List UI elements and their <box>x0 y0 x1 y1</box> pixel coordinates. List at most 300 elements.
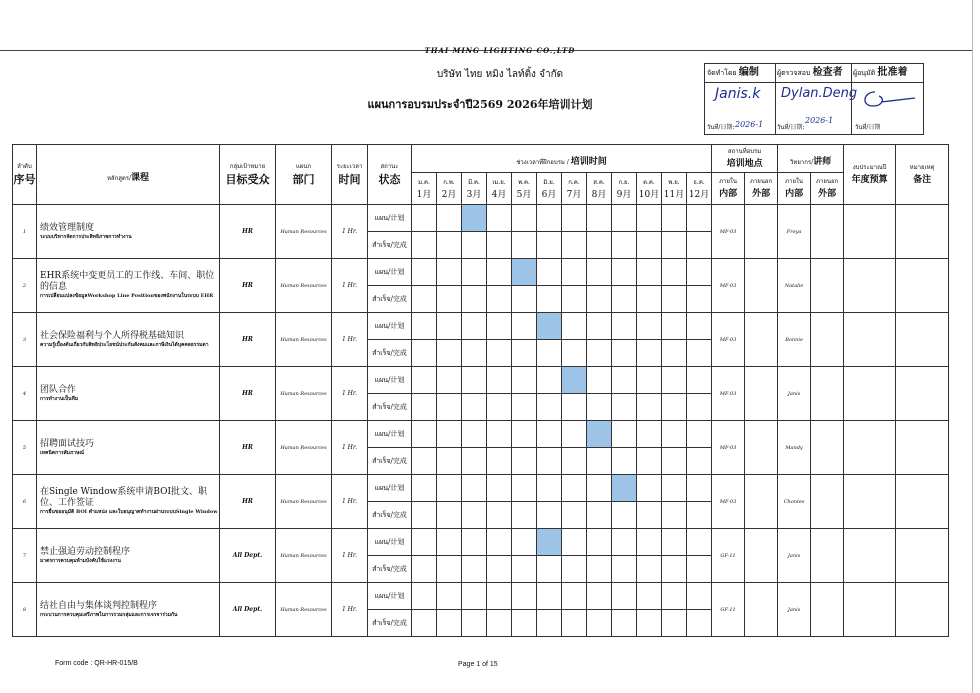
trainer-internal-cell: Janis <box>778 367 811 421</box>
trainer-external-cell <box>811 313 844 367</box>
target-cell: HR <box>220 259 276 313</box>
month-plan-cell <box>612 421 637 448</box>
month-done-cell <box>637 502 662 529</box>
month-done-cell <box>687 448 712 475</box>
month-plan-cell <box>687 205 712 232</box>
month-plan-cell <box>562 259 587 286</box>
status-plan: แผน/计划 <box>368 205 412 232</box>
status-plan: แผน/计划 <box>368 259 412 286</box>
month-plan-cell <box>612 205 637 232</box>
month-plan-cell <box>662 259 687 286</box>
month-done-cell <box>462 502 487 529</box>
month-done-cell <box>587 232 612 259</box>
month-plan-cell <box>612 259 637 286</box>
month-plan-cell <box>437 529 462 556</box>
month-plan-cell <box>412 259 437 286</box>
header-trainer: วิทยากร/讲师 <box>778 145 844 173</box>
training-table <box>12 144 949 637</box>
course-cell: 结社自由与集体谈判控制程序 กระบวนการควบคุมเสรีภาพในการรวมกลุ่มและการเจรจาร่วมกัน <box>37 583 220 637</box>
month-header: ธ.ค. 12月 <box>687 173 712 205</box>
plan-title: แผนการอบรมประจำปี2569 2026年培训计划 <box>367 98 593 111</box>
place-external-cell <box>745 421 778 475</box>
month-done-cell <box>487 556 512 583</box>
month-done-cell <box>537 610 562 637</box>
month-plan-cell <box>562 205 587 232</box>
month-plan-cell <box>687 583 712 610</box>
remark-cell <box>896 529 949 583</box>
month-plan-cell <box>437 421 462 448</box>
month-done-cell <box>637 610 662 637</box>
month-plan-cell <box>487 205 512 232</box>
month-done-cell <box>662 502 687 529</box>
table-row <box>13 529 949 556</box>
month-plan-cell <box>437 583 462 610</box>
time-cell: 1 Hr. <box>332 421 368 475</box>
month-plan-cell <box>412 421 437 448</box>
target-cell: HR <box>220 205 276 259</box>
month-done-cell <box>537 556 562 583</box>
row-number: 3 <box>13 313 37 367</box>
month-plan-cell <box>537 421 562 448</box>
month-done-cell <box>612 340 637 367</box>
approved-date-label: วันที่/日期 <box>855 124 881 131</box>
month-plan-cell <box>537 583 562 610</box>
month-done-cell <box>637 556 662 583</box>
month-done-cell <box>537 394 562 421</box>
trainer-external-cell <box>811 421 844 475</box>
month-plan-cell <box>437 367 462 394</box>
month-done-cell <box>612 286 637 313</box>
month-done-cell <box>687 610 712 637</box>
month-done-cell <box>637 340 662 367</box>
month-plan-cell <box>462 583 487 610</box>
month-plan-cell <box>412 583 437 610</box>
budget-cell <box>844 313 896 367</box>
month-done-cell <box>612 448 637 475</box>
place-external-header: ภายนอก 外部 <box>745 173 778 205</box>
budget-cell <box>844 475 896 529</box>
budget-cell <box>844 583 896 637</box>
header-no: ลำดับ 序号 <box>13 145 37 205</box>
month-done-cell <box>537 502 562 529</box>
month-plan-cell <box>687 529 712 556</box>
month-done-cell <box>512 610 537 637</box>
month-plan-cell <box>587 367 612 394</box>
status-done: สำเร็จ/完成 <box>368 448 412 475</box>
course-cell: EHR系统中变更员工的工作线、车间、职位的信息 การเปลี่ยนแปลงข้อมูลWorkshop Line Positionของพนักงานในระบบ EHR <box>37 259 220 313</box>
month-plan-cell <box>512 529 537 556</box>
month-done-cell <box>612 232 637 259</box>
checked-date-label: วันที่/日期: <box>777 124 805 131</box>
month-done-cell <box>612 610 637 637</box>
month-done-cell <box>487 502 512 529</box>
month-plan-cell <box>462 421 487 448</box>
table-row <box>13 475 949 502</box>
place-external-cell <box>745 205 778 259</box>
month-done-cell <box>612 556 637 583</box>
target-cell: HR <box>220 475 276 529</box>
row-number: 8 <box>13 583 37 637</box>
place-external-cell <box>745 259 778 313</box>
time-cell: 1 Hr. <box>332 205 368 259</box>
place-internal-cell: MF-03 <box>712 313 745 367</box>
month-plan-cell <box>587 475 612 502</box>
course-cell: 在Single Window系统申请BOI批文、职位、工作签证 การยื่นขออนุมัติ BOI ตำแหน่ง และใบอนุญาตทำงานผ่านระบบSingle Window <box>37 475 220 529</box>
month-plan-cell <box>412 367 437 394</box>
month-plan-cell <box>487 529 512 556</box>
month-plan-cell <box>662 367 687 394</box>
month-done-cell <box>562 394 587 421</box>
month-done-cell <box>462 448 487 475</box>
month-done-cell <box>612 502 637 529</box>
row-number: 6 <box>13 475 37 529</box>
month-plan-cell <box>637 367 662 394</box>
month-plan-cell <box>612 475 637 502</box>
month-plan-cell <box>412 475 437 502</box>
table-row <box>13 421 949 448</box>
month-done-cell <box>412 340 437 367</box>
month-done-cell <box>412 232 437 259</box>
course-cell: 绩效管理制度 ระบบบริหารจัดการประสิทธิภาพการทำงาน <box>37 205 220 259</box>
month-done-cell <box>537 232 562 259</box>
month-plan-cell <box>412 205 437 232</box>
trainer-internal-cell: Chonlee <box>778 475 811 529</box>
month-header: ต.ค. 10月 <box>637 173 662 205</box>
month-plan-cell <box>512 259 537 286</box>
page-edge <box>972 0 973 693</box>
month-plan-cell <box>562 313 587 340</box>
month-plan-cell <box>487 475 512 502</box>
month-done-cell <box>562 448 587 475</box>
month-plan-cell <box>487 313 512 340</box>
month-done-cell <box>487 394 512 421</box>
month-plan-cell <box>487 583 512 610</box>
remark-cell <box>896 205 949 259</box>
prepared-header: จัดทำโดย 编制 <box>705 64 775 83</box>
month-plan-cell <box>537 529 562 556</box>
month-plan-cell <box>462 529 487 556</box>
header-course: หลักสูตร/课程 <box>37 145 220 205</box>
month-done-cell <box>537 286 562 313</box>
month-plan-cell <box>537 475 562 502</box>
trainer-internal-cell: Mandy <box>778 421 811 475</box>
status-done: สำเร็จ/完成 <box>368 610 412 637</box>
month-done-cell <box>512 556 537 583</box>
month-done-cell <box>512 340 537 367</box>
dept-cell: Human Resources <box>276 529 332 583</box>
course-cell: 社会保险福利与个人所得税基础知识 ความรู้เบื้องต้นเกี่ยวกับสิทธิประโยชน์ประกันสังคมและภาษีเงินได้บุคคลธรรมดา <box>37 313 220 367</box>
month-header: เม.ย. 4月 <box>487 173 512 205</box>
month-done-cell <box>462 556 487 583</box>
month-plan-cell <box>562 529 587 556</box>
month-done-cell <box>437 610 462 637</box>
remark-cell <box>896 313 949 367</box>
month-done-cell <box>412 394 437 421</box>
dept-cell: Human Resources <box>276 421 332 475</box>
month-done-cell <box>587 340 612 367</box>
header-status: สถานะ 状态 <box>368 145 412 205</box>
month-done-cell <box>587 502 612 529</box>
month-plan-cell <box>662 583 687 610</box>
month-done-cell <box>512 286 537 313</box>
place-external-cell <box>745 367 778 421</box>
month-done-cell <box>587 448 612 475</box>
month-done-cell <box>687 394 712 421</box>
place-internal-cell: MF-03 <box>712 421 745 475</box>
month-done-cell <box>637 232 662 259</box>
month-plan-cell <box>587 259 612 286</box>
time-cell: 1 Hr. <box>332 313 368 367</box>
month-plan-cell <box>462 475 487 502</box>
month-plan-cell <box>462 259 487 286</box>
company-name-th: บริษัท ไทย หมิง ไลท์ติ้ง จำกัด <box>436 69 564 80</box>
trainer-external-cell <box>811 583 844 637</box>
month-plan-cell <box>562 367 587 394</box>
checked-signature: Dylan.Deng <box>781 86 858 101</box>
month-header: มิ.ย. 6月 <box>537 173 562 205</box>
month-done-cell <box>662 556 687 583</box>
trainer-internal-cell: Janis <box>778 529 811 583</box>
header-target: กลุ่มเป้าหมาย 目标受众 <box>220 145 276 205</box>
month-done-cell <box>437 394 462 421</box>
month-done-cell <box>412 448 437 475</box>
course-cell: 禁止强迫劳动控制程序 มาตรการควบคุมห้ามบังคับใช้แรงงาน <box>37 529 220 583</box>
month-plan-cell <box>612 529 637 556</box>
month-plan-cell <box>487 259 512 286</box>
table-row <box>13 313 949 340</box>
place-internal-cell: MF-03 <box>712 205 745 259</box>
header-remark: หมายเหตุ 备注 <box>896 145 949 205</box>
place-internal-header: ภายใน 内部 <box>712 173 745 205</box>
month-plan-cell <box>437 205 462 232</box>
month-plan-cell <box>637 205 662 232</box>
month-plan-cell <box>512 205 537 232</box>
trainer-internal-cell: Freya <box>778 205 811 259</box>
month-plan-cell <box>437 259 462 286</box>
month-done-cell <box>437 232 462 259</box>
month-header: ก.ค. 7月 <box>562 173 587 205</box>
month-plan-cell <box>462 205 487 232</box>
target-cell: All Dept. <box>220 583 276 637</box>
month-header: ส.ค. 8月 <box>587 173 612 205</box>
month-done-cell <box>487 448 512 475</box>
month-done-cell <box>637 448 662 475</box>
month-plan-cell <box>637 313 662 340</box>
month-done-cell <box>562 286 587 313</box>
status-plan: แผน/计划 <box>368 421 412 448</box>
month-plan-cell <box>437 313 462 340</box>
month-plan-cell <box>587 421 612 448</box>
month-done-cell <box>662 232 687 259</box>
month-plan-cell <box>462 313 487 340</box>
month-done-cell <box>562 340 587 367</box>
month-plan-cell <box>612 583 637 610</box>
month-header: พ.ย. 11月 <box>662 173 687 205</box>
target-cell: HR <box>220 313 276 367</box>
month-plan-cell <box>512 313 537 340</box>
place-external-cell <box>745 313 778 367</box>
target-cell: All Dept. <box>220 529 276 583</box>
month-done-cell <box>687 556 712 583</box>
place-internal-cell: MF-03 <box>712 259 745 313</box>
status-plan: แผน/计划 <box>368 583 412 610</box>
header-budget: งบประมาณปี 年度预算 <box>844 145 896 205</box>
dept-cell: Human Resources <box>276 259 332 313</box>
month-plan-cell <box>487 421 512 448</box>
row-number: 7 <box>13 529 37 583</box>
remark-cell <box>896 367 949 421</box>
month-done-cell <box>662 340 687 367</box>
approved-header: ผู้อนุมัติ 批准着 <box>851 64 923 83</box>
month-done-cell <box>412 556 437 583</box>
status-plan: แผน/计划 <box>368 475 412 502</box>
month-done-cell <box>537 340 562 367</box>
month-done-cell <box>537 448 562 475</box>
month-plan-cell <box>462 367 487 394</box>
form-code: Form code : QR-HR-015/B <box>55 660 138 667</box>
header-place: สถานที่อบรม 培训地点 <box>712 145 778 173</box>
month-done-cell <box>587 556 612 583</box>
place-external-cell <box>745 529 778 583</box>
month-plan-cell <box>587 205 612 232</box>
month-plan-cell <box>537 367 562 394</box>
budget-cell <box>844 367 896 421</box>
month-plan-cell <box>537 205 562 232</box>
time-cell: 1 Hr. <box>332 583 368 637</box>
status-done: สำเร็จ/完成 <box>368 394 412 421</box>
month-done-cell <box>462 286 487 313</box>
month-done-cell <box>662 448 687 475</box>
month-plan-cell <box>512 475 537 502</box>
table-row <box>13 259 949 286</box>
course-cell: 团队合作 การทำงานเป็นทีม <box>37 367 220 421</box>
month-done-cell <box>437 502 462 529</box>
status-plan: แผน/计划 <box>368 529 412 556</box>
month-done-cell <box>512 232 537 259</box>
month-done-cell <box>587 286 612 313</box>
month-done-cell <box>437 448 462 475</box>
status-done: สำเร็จ/完成 <box>368 286 412 313</box>
trainer-external-cell <box>811 205 844 259</box>
month-plan-cell <box>587 583 612 610</box>
row-number: 5 <box>13 421 37 475</box>
month-plan-cell <box>537 259 562 286</box>
remark-cell <box>896 421 949 475</box>
place-internal-cell: GF-11 <box>712 583 745 637</box>
trainer-external-header: ภายนอก 外部 <box>811 173 844 205</box>
month-plan-cell <box>662 529 687 556</box>
status-done: สำเร็จ/完成 <box>368 556 412 583</box>
month-done-cell <box>562 232 587 259</box>
trainer-internal-cell: Bonnie <box>778 313 811 367</box>
month-done-cell <box>562 502 587 529</box>
time-cell: 1 Hr. <box>332 529 368 583</box>
month-done-cell <box>487 340 512 367</box>
month-plan-cell <box>687 367 712 394</box>
trainer-external-cell <box>811 259 844 313</box>
trainer-internal-cell: Janis <box>778 583 811 637</box>
month-done-cell <box>412 502 437 529</box>
month-done-cell <box>462 610 487 637</box>
trainer-internal-header: ภายใน 内部 <box>778 173 811 205</box>
month-done-cell <box>637 394 662 421</box>
month-done-cell <box>487 286 512 313</box>
month-done-cell <box>662 394 687 421</box>
status-done: สำเร็จ/完成 <box>368 232 412 259</box>
month-plan-cell <box>512 367 537 394</box>
month-done-cell <box>462 394 487 421</box>
place-internal-cell: MF-03 <box>712 475 745 529</box>
month-done-cell <box>562 556 587 583</box>
month-done-cell <box>687 286 712 313</box>
month-plan-cell <box>662 475 687 502</box>
month-done-cell <box>437 286 462 313</box>
dept-cell: Human Resources <box>276 367 332 421</box>
month-plan-cell <box>537 313 562 340</box>
month-done-cell <box>687 232 712 259</box>
month-plan-cell <box>687 313 712 340</box>
month-plan-cell <box>512 583 537 610</box>
month-done-cell <box>462 232 487 259</box>
target-cell: HR <box>220 367 276 421</box>
month-done-cell <box>662 610 687 637</box>
budget-cell <box>844 205 896 259</box>
budget-cell <box>844 529 896 583</box>
course-cell: 招聘面试技巧 เทคนิคการสัมภาษณ์ <box>37 421 220 475</box>
month-plan-cell <box>612 313 637 340</box>
month-done-cell <box>637 286 662 313</box>
status-done: สำเร็จ/完成 <box>368 502 412 529</box>
prepared-signature: Janis.k <box>715 86 761 102</box>
time-cell: 1 Hr. <box>332 475 368 529</box>
row-number: 2 <box>13 259 37 313</box>
month-plan-cell <box>562 421 587 448</box>
month-plan-cell <box>437 475 462 502</box>
dept-cell: Human Resources <box>276 313 332 367</box>
remark-cell <box>896 475 949 529</box>
prepared-date-label: วันที่/日期: <box>707 124 735 131</box>
place-external-cell <box>745 583 778 637</box>
trainer-external-cell <box>811 367 844 421</box>
month-plan-cell <box>587 313 612 340</box>
month-done-cell <box>687 502 712 529</box>
month-plan-cell <box>562 583 587 610</box>
month-plan-cell <box>637 529 662 556</box>
company-name-en: THAI MING LIGHTING CO.,LTD <box>424 46 576 55</box>
target-cell: HR <box>220 421 276 475</box>
month-done-cell <box>512 394 537 421</box>
table-row <box>13 205 949 232</box>
month-header: พ.ค. 5月 <box>512 173 537 205</box>
month-done-cell <box>462 340 487 367</box>
place-external-cell <box>745 475 778 529</box>
month-header: ม.ค. 1月 <box>412 173 437 205</box>
month-plan-cell <box>487 367 512 394</box>
month-plan-cell <box>687 421 712 448</box>
dept-cell: Human Resources <box>276 205 332 259</box>
dept-cell: Human Resources <box>276 475 332 529</box>
table-row <box>13 367 949 394</box>
dept-cell: Human Resources <box>276 583 332 637</box>
signature-box <box>704 63 924 135</box>
status-plan: แผน/计划 <box>368 313 412 340</box>
place-internal-cell: MF-03 <box>712 367 745 421</box>
page-number: Page 1 of 15 <box>458 661 498 668</box>
month-done-cell <box>587 610 612 637</box>
checked-date: 2026-1 <box>805 116 834 125</box>
status-plan: แผน/计划 <box>368 367 412 394</box>
place-internal-cell: GF-11 <box>712 529 745 583</box>
